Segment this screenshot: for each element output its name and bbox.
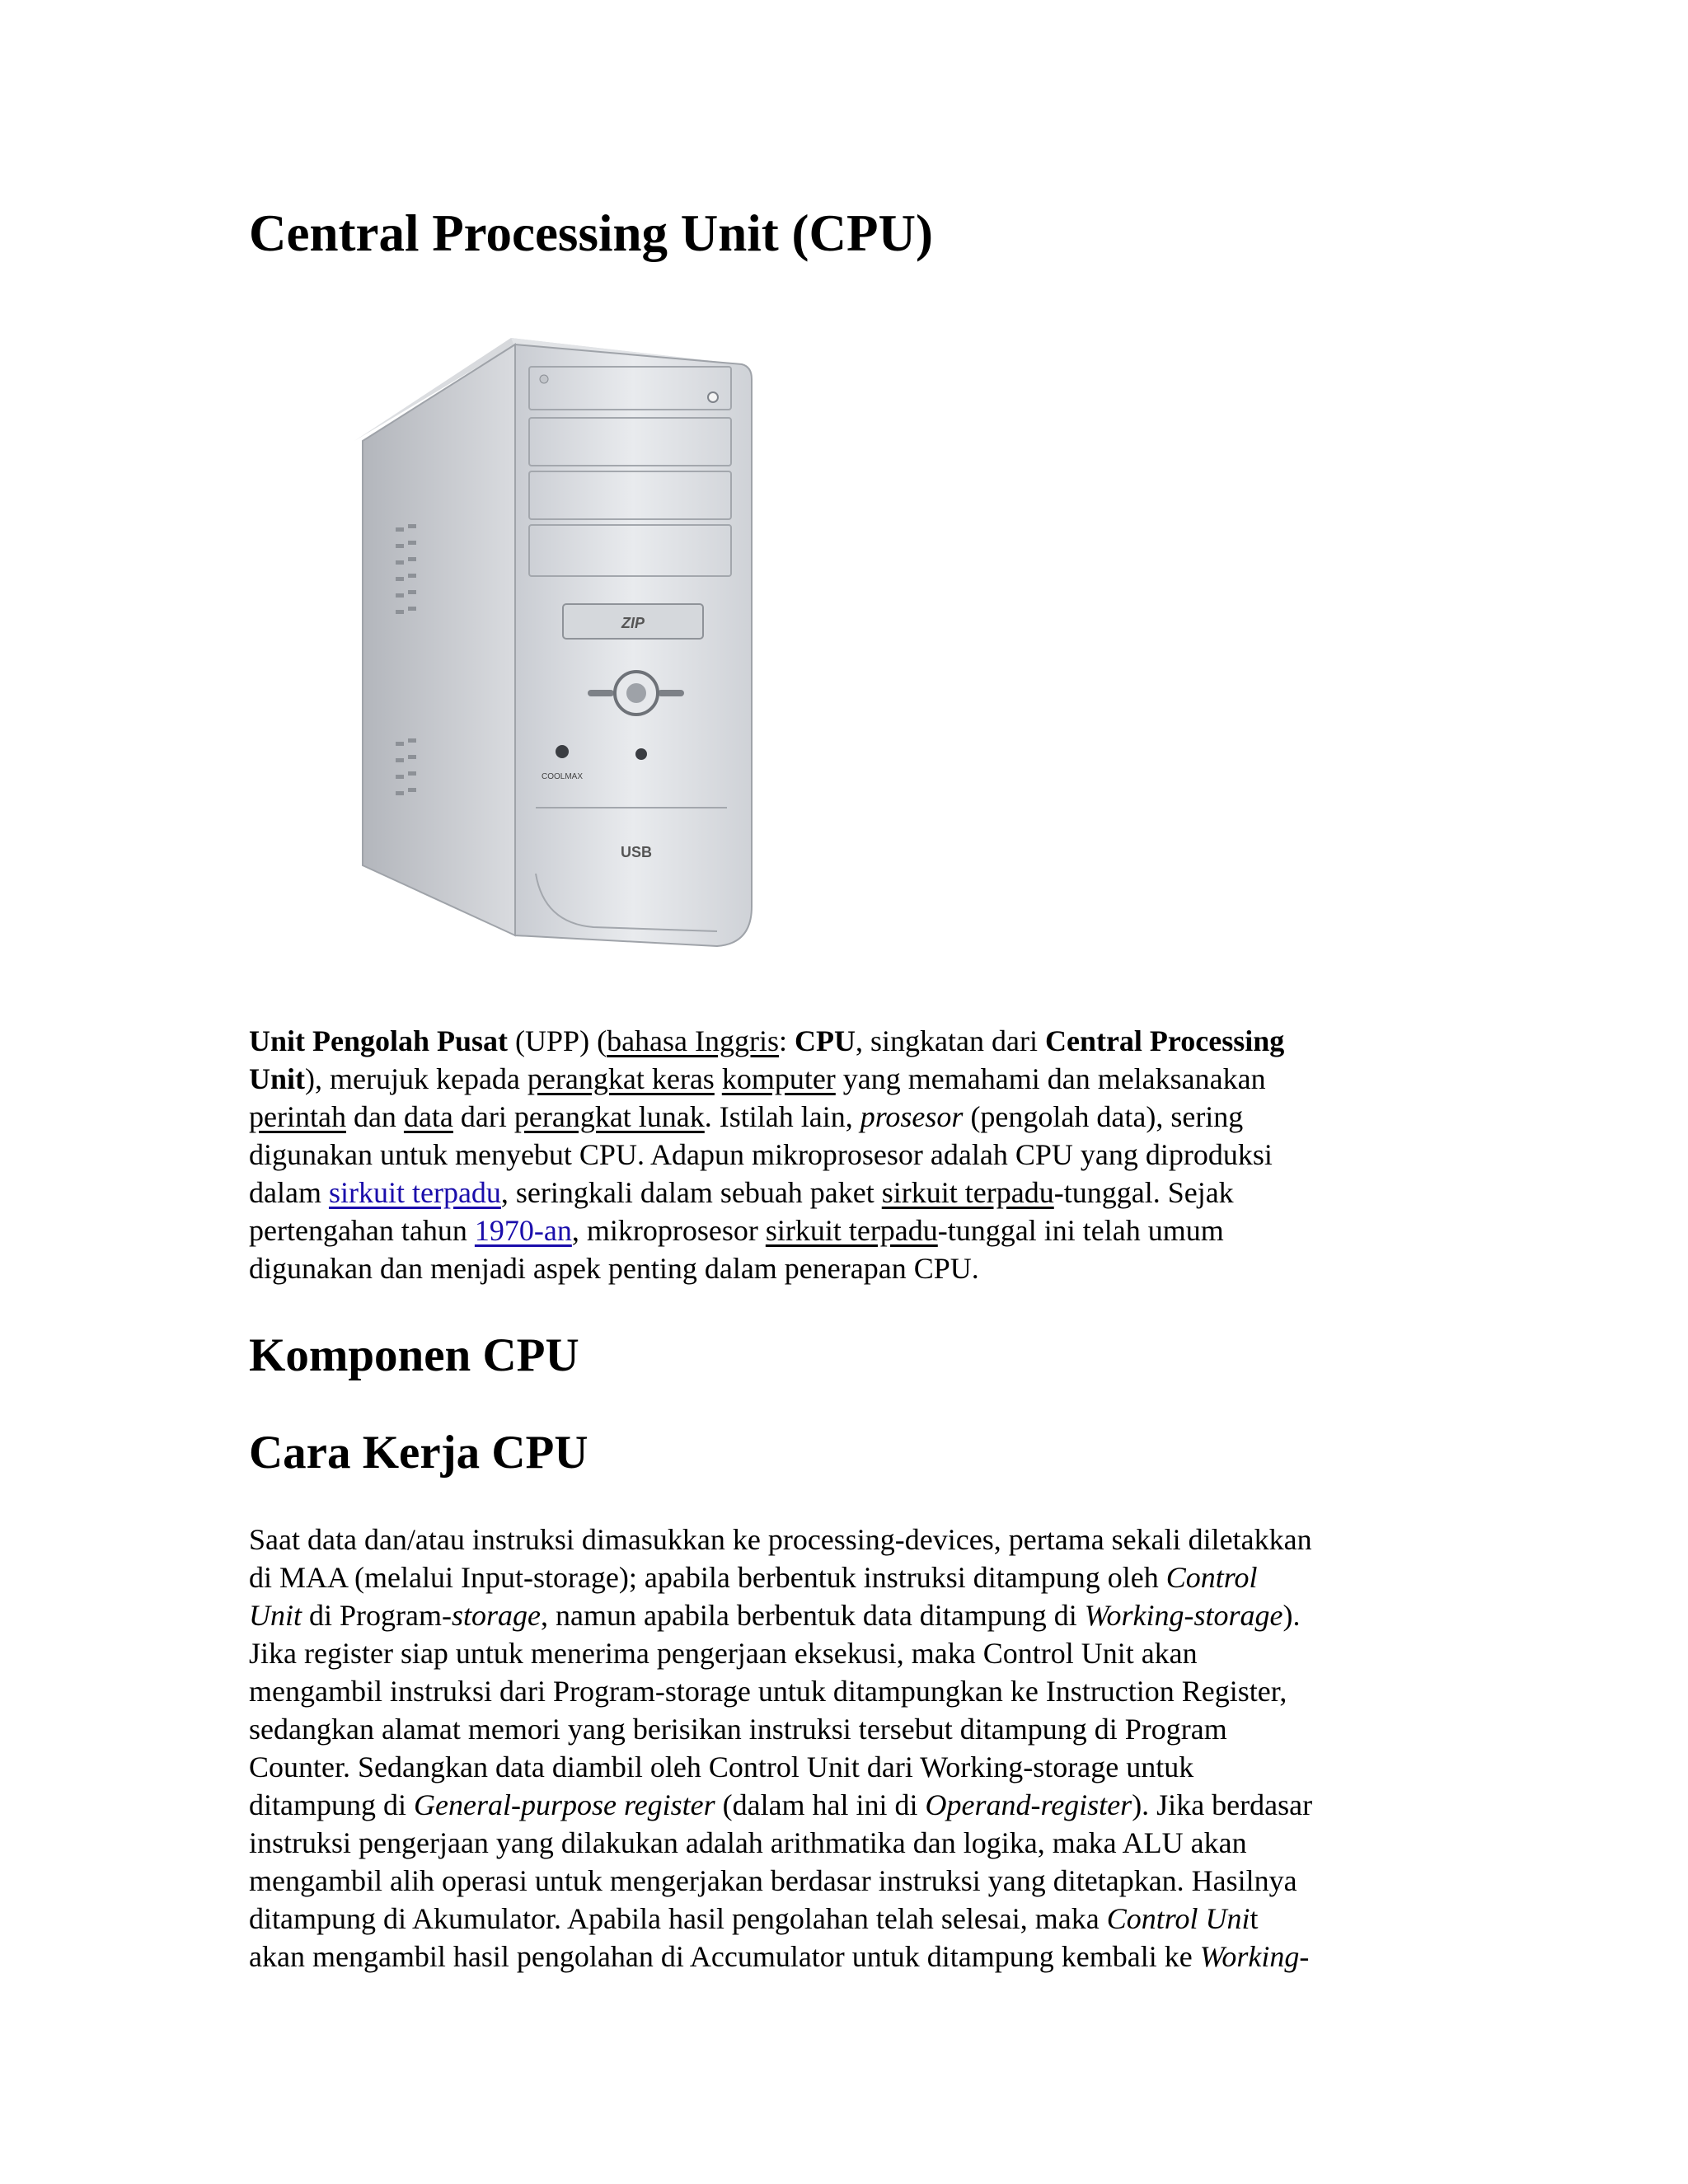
computer-case-image [346, 330, 775, 956]
term-bold: Unit [249, 1062, 306, 1095]
text-run: dari [452, 1100, 514, 1133]
text-run: ). Jika berdasar [1132, 1788, 1313, 1821]
text-run: , namun apabila berbentuk data ditampung di [540, 1599, 1085, 1632]
link-sirkuit-terpadu-2[interactable]: sirkuit terpadu [881, 1176, 1054, 1209]
term-italic: storage [451, 1599, 541, 1632]
text-run: , singkatan dari [856, 1024, 1045, 1057]
text-run: , mikroprosesor [571, 1214, 766, 1247]
text-run: yang memahami dan melaksanakan [835, 1062, 1266, 1095]
text-run: ). [1282, 1599, 1301, 1632]
body-line-4: Jika register siap untuk menerima pengerjaan eksekusi, maka Control Unit akan [249, 1637, 1198, 1670]
intro-line-2 [249, 1060, 1452, 1098]
text-run [715, 1062, 722, 1095]
link-1970-an[interactable]: 1970-an [474, 1214, 572, 1247]
intro-line-1 [249, 1022, 1452, 1060]
term-italic: Working-storage [1084, 1599, 1283, 1632]
text-run: di MAA (melalui Input-storage); apabila berbentuk instruksi ditampung oleh [249, 1561, 1166, 1594]
case-side-panel [363, 344, 515, 935]
term-italic: Working- [1199, 1940, 1310, 1973]
heading-komponen-cpu: Komponen CPU [249, 1329, 579, 1381]
term-italic: Control Uni [1106, 1902, 1250, 1935]
term-bold: Central Processing [1044, 1024, 1285, 1057]
term-italic: Unit [249, 1599, 302, 1632]
intro-line-4: digunakan untuk menyebut CPU. Adapun mikroprosesor adalah CPU yang diproduksi [249, 1138, 1273, 1171]
term-italic: prosesor [860, 1100, 964, 1133]
text-run: -tunggal ini telah umum [937, 1214, 1224, 1247]
intro-line-7: digunakan dan menjadi aspek penting dalam penerapan CPU. [249, 1252, 979, 1285]
text-run: -tunggal. Sejak [1053, 1176, 1234, 1209]
link-perangkat-lunak[interactable]: perangkat lunak [513, 1100, 705, 1133]
text-run: dan [345, 1100, 404, 1133]
term-italic: Control [1165, 1561, 1258, 1594]
usb-label: USB [620, 844, 653, 860]
text-run: (pengolah data), sering [963, 1100, 1244, 1133]
intro-paragraph [249, 1022, 1452, 1287]
body-line-3 [249, 1596, 1452, 1634]
text-run: ditampung di Akumulator. Apabila hasil pengolahan telah selesai, maka [249, 1902, 1107, 1935]
intro-line-3 [249, 1098, 1452, 1136]
text-run: dalam [249, 1176, 329, 1209]
link-sirkuit-terpadu[interactable]: sirkuit terpadu [328, 1176, 501, 1209]
text-run: . Istilah lain, [704, 1100, 860, 1133]
body-line-5: mengambil instruksi dari Program-storage untuk ditampungkan ke Instruction Register, [249, 1675, 1287, 1708]
link-perintah[interactable]: perintah [249, 1100, 346, 1133]
body-line-2 [249, 1558, 1452, 1596]
text-run: : [779, 1024, 795, 1057]
text-run: ), merujuk kepada [305, 1062, 528, 1095]
body-line-8 [249, 1786, 1452, 1824]
term-italic: Operand-register [925, 1788, 1132, 1821]
zip-label: ZIP [621, 615, 645, 631]
link-data[interactable]: data [403, 1100, 453, 1133]
text-run: pertengahan tahun [249, 1214, 475, 1247]
term-bold: CPU [795, 1024, 856, 1057]
intro-line-5 [249, 1174, 1452, 1212]
body-line-1: Saat data dan/atau instruksi dimasukkan ke processing-devices, pertama sekali diletakkan [249, 1523, 1312, 1556]
text-run: , seringkali dalam sebuah paket [500, 1176, 882, 1209]
intro-line-6 [249, 1212, 1452, 1249]
body-line-7: Counter. Sedangkan data diambil oleh Control Unit dari Working-storage untuk [249, 1750, 1194, 1783]
text-run: di Program- [302, 1599, 452, 1632]
heading-cara-kerja-cpu: Cara Kerja CPU [249, 1427, 588, 1479]
audio-port-icon [556, 745, 569, 758]
page-title: Central Processing Unit (CPU) [249, 204, 933, 262]
text-run: akan mengambil hasil pengolahan di Accumulator untuk ditampung kembali ke [249, 1940, 1200, 1973]
term-italic: General-purpose register [414, 1788, 715, 1821]
link-perangkat-keras[interactable]: perangkat keras [527, 1062, 715, 1095]
link-bahasa-inggris[interactable]: bahasa Inggris [607, 1024, 779, 1057]
body-paragraph [249, 1521, 1452, 1975]
text-run: ditampung di [249, 1788, 414, 1821]
text-run: (dalam hal ini di [715, 1788, 926, 1821]
cooler-label: COOLMAX [541, 772, 584, 781]
link-komputer[interactable]: komputer [721, 1062, 836, 1095]
body-line-6: sedangkan alamat memori yang berisikan instruksi tersebut ditampung di Program [249, 1713, 1227, 1746]
power-led-icon [708, 392, 718, 402]
body-line-12 [249, 1938, 1452, 1975]
body-line-10: mengambil alih operasi untuk mengerjakan berdasar instruksi yang ditetapkan. Hasilnya [249, 1864, 1297, 1897]
reset-button-icon [635, 748, 647, 760]
body-line-11 [249, 1900, 1452, 1938]
link-sirkuit-terpadu-3[interactable]: sirkuit terpadu [765, 1214, 938, 1247]
term-bold: Unit Pengolah Pusat [249, 1024, 509, 1057]
text-run: t [1250, 1902, 1259, 1935]
body-line-9: instruksi pengerjaan yang dilakukan adalah arithmatika dan logika, maka ALU akan [249, 1826, 1247, 1859]
text-run: (UPP) ( [508, 1024, 607, 1057]
